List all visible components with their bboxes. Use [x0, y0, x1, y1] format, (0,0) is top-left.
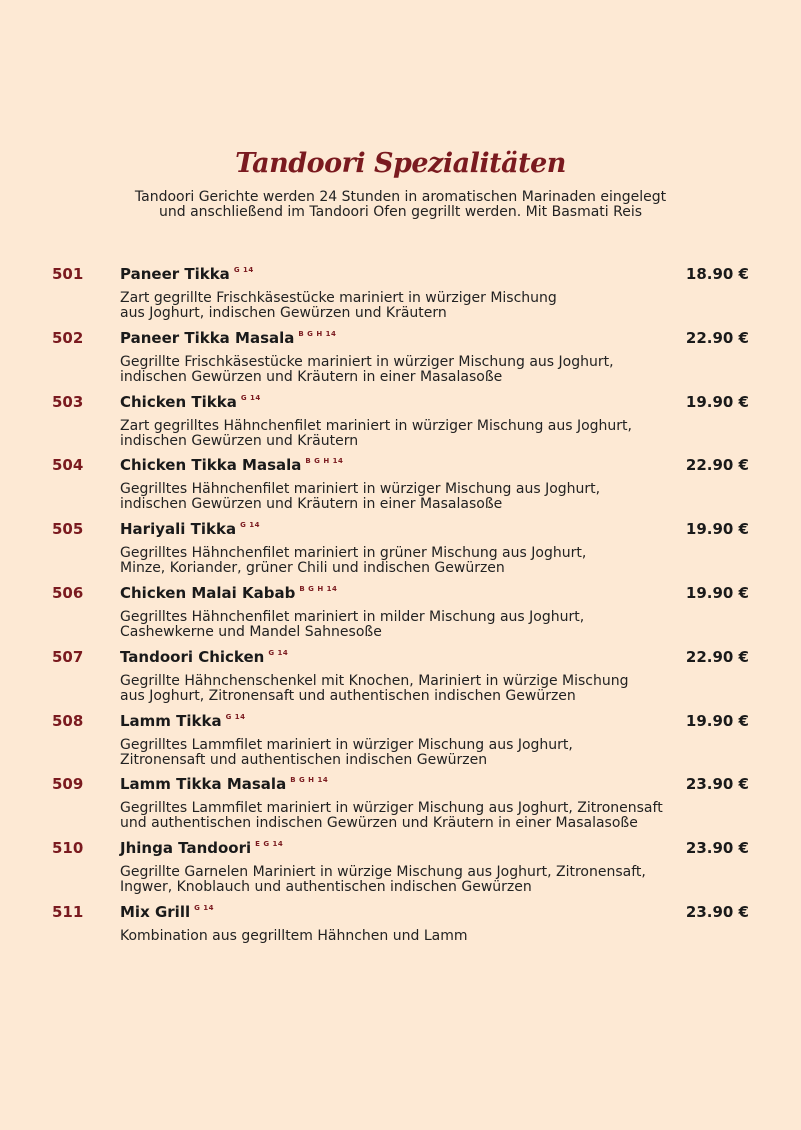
item-price: 19.90 € [685, 392, 749, 411]
item-price: 22.90 € [685, 328, 749, 347]
item-description: Gegrilltes Lammfilet mariniert in würziger Mischung aus Joghurt, Zitronensaft und authentischen indischen Gewürzen und Kräutern in einer Masalasoße [120, 800, 663, 832]
item-price: 18.90 € [685, 265, 749, 283]
item-description: Gegrilltes Hähnchenfilet mariniert in grüner Mischung aus Joghurt, Minze, Koriander, grüner Chili und indischen Gewürzen [120, 545, 587, 577]
item-description: Gegrillte Garnelen Mariniert in würzige Mischung aus Joghurt, Zitronensaft, Ingwer, Knoblauch und authentischen indischen Gewürzen [120, 864, 646, 896]
item-number: 501 [52, 265, 84, 283]
menu-item [0, 837, 801, 901]
item-number: 509 [52, 775, 84, 794]
item-name: Jhinga Tandoori $^{E G 14}$ [120, 839, 284, 858]
item-name: Mix Grill $^{G 14}$ [120, 902, 215, 921]
menu-list [0, 263, 801, 965]
menu-item [0, 646, 801, 710]
menu-item [0, 710, 801, 774]
item-price: 23.90 € [685, 839, 749, 858]
item-number: 502 [52, 328, 84, 347]
item-description: Kombination aus gegrilltem Hähnchen und Lamm [120, 927, 468, 944]
item-description: Gegrillte Frischkäsestücke mariniert in würziger Mischung aus Joghurt, indischen Gewürzen und Kräutern in einer Masalasoße [120, 353, 614, 385]
item-number: 506 [52, 583, 84, 602]
allergen-codes: G 14 [268, 648, 289, 657]
item-description: Gegrillte Hähnchenschenkel mit Knochen, Mariniert in würzige Mischung aus Joghurt, Zitronensaft und authentischen indischen Gewürzen [120, 672, 629, 704]
allergen-codes: B G H 14 [290, 776, 329, 785]
item-name: Lamm Tikka Masala $^{B G H 14}$ [120, 775, 329, 794]
item-number: 503 [52, 392, 84, 411]
item-name: Tandoori Chicken $^{G 14}$ [120, 647, 289, 666]
menu-item [0, 454, 801, 518]
intro-line-2: und anschließend im Tandoori Ofen gegrillt werden. Mit Basmati Reis [158, 204, 643, 220]
item-name: Paneer Tikka $^{G 14}$ [120, 265, 254, 283]
menu-item [0, 518, 801, 582]
item-price: 19.90 € [685, 583, 749, 602]
item-number: 508 [52, 711, 84, 730]
item-number: 505 [52, 520, 84, 539]
allergen-codes: B G H 14 [299, 584, 338, 593]
item-price: 23.90 € [685, 775, 749, 794]
item-description: Gegrilltes Hähnchenfilet mariniert in würziger Mischung aus Joghurt, indischen Gewürzen und Kräutern in einer Masalasoße [120, 481, 601, 513]
item-name: Hariyali Tikka $^{G 14}$ [120, 520, 261, 539]
menu-item [0, 263, 801, 327]
item-price: 22.90 € [685, 647, 749, 666]
item-description: Zart gegrillte Frischkäsestücke mariniert in würziger Mischung aus Joghurt, indischen Gewürzen und Kräutern [120, 290, 557, 321]
item-number: 507 [52, 647, 84, 666]
allergen-codes: G 14 [240, 521, 261, 530]
item-name: Chicken Tikka $^{G 14}$ [120, 392, 261, 411]
item-name: Lamm Tikka $^{G 14}$ [120, 711, 246, 730]
item-price: 23.90 € [685, 902, 749, 921]
item-name: Chicken Tikka Masala $^{B G H 14}$ [120, 456, 344, 475]
allergen-codes: G 14 [233, 266, 254, 274]
item-name: Chicken Malai Kabab $^{B G H 14}$ [120, 583, 338, 602]
allergen-codes: G 14 [240, 393, 261, 402]
item-price: 19.90 € [685, 711, 749, 730]
page-intro [0, 190, 801, 220]
item-name: Paneer Tikka Masala $^{B G H 14}$ [120, 328, 337, 347]
allergen-codes: E G 14 [255, 840, 284, 849]
menu-item [0, 582, 801, 646]
item-number: 511 [52, 902, 84, 921]
item-description: Zart gegrilltes Hähnchenfilet mariniert in würziger Mischung aus Joghurt, indischen Gewürzen und Kräutern [120, 417, 632, 449]
page-title: Tandoori Spezialitäten [235, 148, 566, 179]
menu-item [0, 327, 801, 391]
menu-item [0, 391, 801, 455]
intro-line-1: Tandoori Gerichte werden 24 Stunden in aromatischen Marinaden eingelegt [134, 189, 667, 205]
item-number: 510 [52, 839, 84, 858]
allergen-codes: B G H 14 [298, 329, 337, 338]
item-price: 22.90 € [685, 456, 749, 475]
item-number: 504 [52, 456, 84, 475]
item-description: Gegrilltes Lammfilet mariniert in würziger Mischung aus Joghurt, Zitronensaft und authentischen indischen Gewürzen [120, 736, 573, 768]
item-price: 19.90 € [685, 520, 749, 539]
menu-item [0, 773, 801, 837]
item-description: Gegrilltes Hähnchenfilet mariniert in milder Mischung aus Joghurt, Cashewkerne und Mandel Sahnesoße [120, 608, 585, 640]
allergen-codes: G 14 [194, 903, 215, 912]
allergen-codes: B G H 14 [305, 457, 344, 466]
menu-item [0, 901, 801, 965]
allergen-codes: G 14 [225, 712, 246, 721]
